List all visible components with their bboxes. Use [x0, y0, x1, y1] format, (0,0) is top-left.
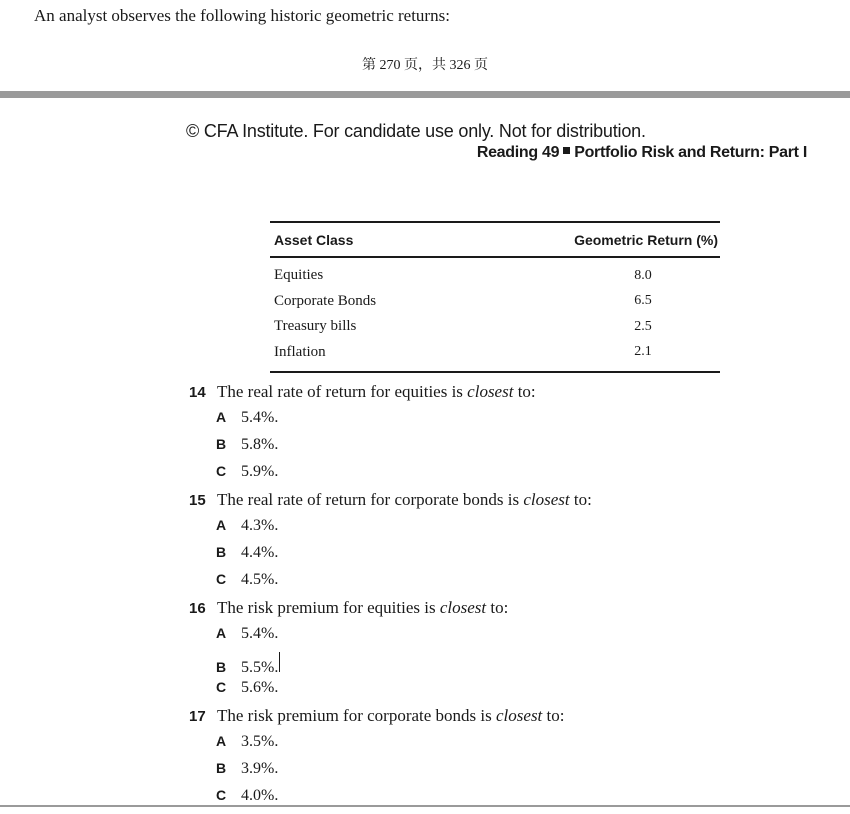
intro-text: An analyst observes the following historic geometric returns:: [34, 6, 450, 25]
answer-option-c: C 5.9%.: [216, 463, 279, 480]
question-text: The risk premium for equities is closest to:: [217, 598, 509, 617]
question-stem: [189, 490, 809, 517]
question-stem: [189, 382, 809, 409]
answer-option-a: A 5.4%.: [216, 409, 279, 426]
table-body: [270, 258, 720, 371]
returns-table: [270, 221, 720, 373]
question-15: [189, 490, 809, 598]
return-value: 2.5: [634, 318, 652, 334]
question-text: The real rate of return for equities is closest to:: [217, 382, 536, 401]
table-row: [270, 289, 720, 315]
return-value: 8.0: [634, 267, 652, 283]
column-header-asset-class: Asset Class: [274, 231, 354, 248]
answer-option-b: B 5.8%.: [216, 436, 279, 453]
question-number: 14: [189, 384, 206, 401]
question-number: 15: [189, 492, 206, 509]
question-number: 16: [189, 600, 206, 617]
reading-title: Portfolio Risk and Return: Part I: [574, 144, 807, 161]
question-list: [189, 382, 809, 814]
running-head: [477, 144, 807, 162]
answer-option-a: A 5.4%.: [216, 625, 279, 642]
question-stem: [189, 706, 809, 733]
answer-option-b: B 3.9%.: [216, 760, 279, 777]
page-separator: [0, 91, 850, 98]
question-text: The risk premium for corporate bonds is closest to:: [217, 706, 565, 725]
table-row: [270, 263, 720, 289]
table-header: [270, 223, 720, 258]
question-number: 17: [189, 708, 206, 725]
column-header-geometric-return: Geometric Return (%): [574, 231, 718, 248]
asset-name: Treasury bills: [274, 318, 357, 335]
question-17: [189, 706, 809, 814]
answer-option-a: A 3.5%.: [216, 733, 279, 750]
answer-option-b: B 5.5%.: [189, 652, 809, 679]
reading-number: Reading 49: [476, 144, 560, 161]
question-14: [189, 382, 809, 490]
table-row: [270, 340, 720, 366]
question-16: [189, 598, 809, 706]
page-number-footer: 第 270 页，共 326 页: [362, 58, 488, 73]
asset-name: Corporate Bonds: [274, 292, 377, 309]
answer-option-c: C 4.0%.: [216, 787, 279, 804]
copyright-notice: © CFA Institute. For candidate use only. Not for distribution.: [186, 121, 646, 141]
asset-name: Equities: [274, 267, 324, 284]
text-cursor: [279, 652, 280, 672]
answer-option-b: B 4.4%.: [216, 544, 279, 561]
page-bottom-separator: [0, 805, 850, 807]
return-value: 6.5: [634, 293, 652, 309]
return-value: 2.1: [634, 344, 652, 360]
square-bullet-icon: [563, 147, 570, 154]
answer-option-a: A 4.3%.: [216, 517, 279, 534]
question-stem: [189, 598, 809, 625]
table-row: [270, 314, 720, 340]
answer-option-c: C 4.5%.: [216, 571, 279, 588]
question-text: The real rate of return for corporate bonds is closest to:: [217, 490, 592, 509]
answer-option-c: C 5.6%.: [216, 679, 279, 696]
asset-name: Inflation: [274, 343, 326, 360]
